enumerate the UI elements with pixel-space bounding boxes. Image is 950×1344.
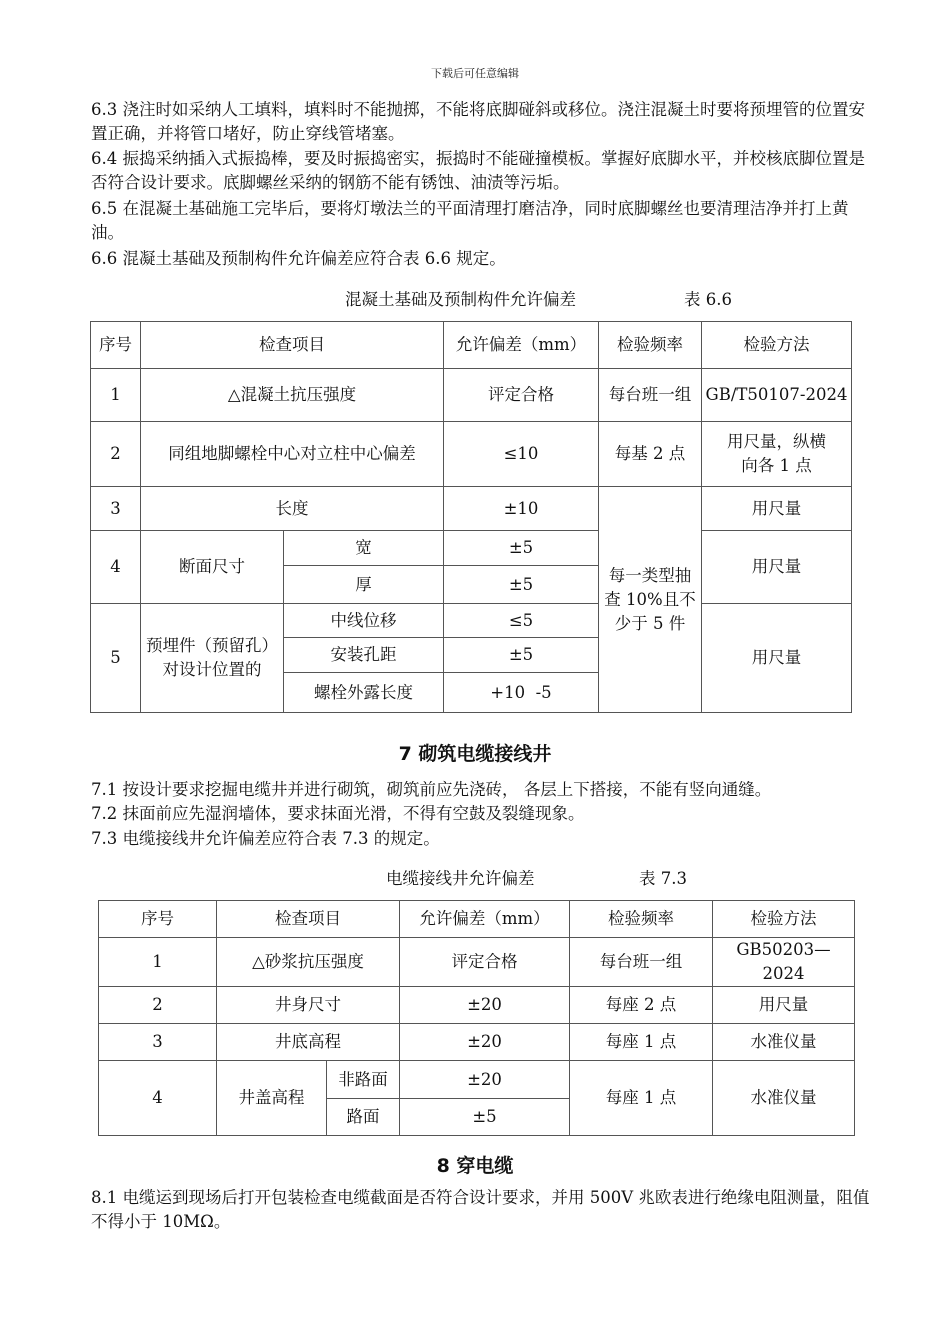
header-cell: 序号 xyxy=(99,901,217,938)
table-header-row xyxy=(99,901,855,938)
paragraph-6-5: 6.5 在混凝土基础施工完毕后，要将灯墩法兰的平面清理打磨洁净，同时底脚螺丝也要清理洁净并打上黄油。 xyxy=(91,199,849,242)
cell-subitem: 螺栓外露长度 xyxy=(284,673,444,713)
cell-subitem: 宽 xyxy=(284,531,444,566)
table-6-6-caption: 混凝土基础及预制构件允许偏差 xyxy=(345,290,576,309)
cell-tolerance: ±20 xyxy=(400,987,570,1024)
table-row xyxy=(91,531,852,566)
cell-tolerance: ±5 xyxy=(444,566,599,604)
paragraph-7-1: 7.1 按设计要求挖掘电缆井并进行砌筑，砌筑前应先浇砖， 各层上下搭接，不能有竖向通缝。 xyxy=(91,780,772,799)
cell-frequency: 每基 2 点 xyxy=(599,422,702,487)
cell-subitem: 路面 xyxy=(327,1099,400,1136)
cell-frequency: 每座 1 点 xyxy=(570,1024,713,1061)
cell-tolerance: +10 -5 xyxy=(444,673,599,713)
cell-tolerance: ≤5 xyxy=(444,604,599,638)
cell-tolerance: ±20 xyxy=(400,1024,570,1061)
cell-tolerance: ±10 xyxy=(444,487,599,531)
table-header-row xyxy=(91,322,852,369)
cell-tolerance: ±5 xyxy=(400,1099,570,1136)
table-7-3-caption: 电缆接线井允许偏差 xyxy=(386,869,535,888)
cell-tolerance: ≤10 xyxy=(444,422,599,487)
cell-frequency: 每台班一组 xyxy=(570,938,713,987)
table-row xyxy=(91,369,852,422)
cell-tolerance: ±5 xyxy=(444,638,599,673)
paragraph-7-3: 7.3 电缆接线井允许偏差应符合表 7.3 的规定。 xyxy=(91,829,440,848)
cell-method: 用尺量 xyxy=(702,487,852,531)
paragraph-8-1: 8.1 电缆运到现场后打开包装检查电缆截面是否符合设计要求，并用 500V 兆欧表进行绝缘电阻测量，阻值不得小于 10MΩ。 xyxy=(91,1188,870,1231)
cell-item: △混凝土抗压强度 xyxy=(141,369,444,422)
paragraph-6-6: 6.6 混凝土基础及预制构件允许偏差应符合表 6.6 规定。 xyxy=(91,249,506,268)
cell-tolerance: 评定合格 xyxy=(444,369,599,422)
cell-no: 5 xyxy=(91,604,141,713)
cell-no: 4 xyxy=(91,531,141,604)
cell-item: 井身尺寸 xyxy=(217,987,400,1024)
cell-frequency: 每座 2 点 xyxy=(570,987,713,1024)
cell-tolerance: 评定合格 xyxy=(400,938,570,987)
cell-item: 预埋件（预留孔）对设计位置的 xyxy=(141,604,284,713)
cell-subitem: 厚 xyxy=(284,566,444,604)
header-cell: 允许偏差（mm） xyxy=(444,322,599,369)
cell-item: △砂浆抗压强度 xyxy=(217,938,400,987)
cell-no: 3 xyxy=(91,487,141,531)
table-row xyxy=(99,938,855,987)
table-row xyxy=(91,422,852,487)
cell-subitem: 安装孔距 xyxy=(284,638,444,673)
cell-item: 井底高程 xyxy=(217,1024,400,1061)
cell-method: GB50203—2024 xyxy=(713,938,855,987)
cell-no: 1 xyxy=(99,938,217,987)
cell-frequency: 每座 1 点 xyxy=(570,1061,713,1136)
cell-no: 2 xyxy=(99,987,217,1024)
section-heading-7: 7 砌筑电缆接线井 xyxy=(398,743,552,765)
cell-frequency: 每台班一组 xyxy=(599,369,702,422)
header-cell: 检查项目 xyxy=(141,322,444,369)
cell-method: GB/T50107-2024 xyxy=(702,369,852,422)
cell-no: 4 xyxy=(99,1061,217,1136)
table-row xyxy=(99,987,855,1024)
table-7-3-label: 表 7.3 xyxy=(639,869,687,888)
table-row xyxy=(99,1024,855,1061)
cell-tolerance: ±5 xyxy=(444,531,599,566)
table-6-6-label: 表 6.6 xyxy=(684,290,732,309)
table-row xyxy=(99,1061,855,1099)
cell-method: 用尺量 xyxy=(713,987,855,1024)
header-cell: 检验频率 xyxy=(599,322,702,369)
table-row xyxy=(91,604,852,638)
paragraph-7-2: 7.2 抹面前应先湿润墙体，要求抹面光滑，不得有空鼓及裂缝现象。 xyxy=(91,804,585,823)
cell-no: 3 xyxy=(99,1024,217,1061)
cell-item: 长度 xyxy=(141,487,444,531)
cell-method: 用尺量，纵横向各 1 点 xyxy=(702,422,852,487)
header-cell: 检验方法 xyxy=(713,901,855,938)
header-cell: 检验频率 xyxy=(570,901,713,938)
header-cell: 序号 xyxy=(91,322,141,369)
cell-item: 同组地脚螺栓中心对立柱中心偏差 xyxy=(141,422,444,487)
page-header: 下载后可任意编辑 xyxy=(431,67,519,80)
cell-method: 水准仪量 xyxy=(713,1061,855,1136)
cell-method: 水准仪量 xyxy=(713,1024,855,1061)
paragraph-6-4: 6.4 振捣采纳插入式振捣棒，要及时振捣密实，振捣时不能碰撞模板。掌握好底脚水平，并校核底脚位置是否符合设计要求。底脚螺丝采纳的钢筋不能有锈蚀、油渍等污垢。 xyxy=(91,149,865,192)
table-7-3 xyxy=(98,900,855,1136)
paragraph-6-3: 6.3 浇注时如采纳人工填料，填料时不能抛掷，不能将底脚碰斜或移位。浇注混凝土时要将预埋管的位置安置正确，并将管口堵好，防止穿线管堵塞。 xyxy=(91,100,865,143)
cell-method: 用尺量 xyxy=(702,531,852,604)
header-cell: 检查项目 xyxy=(217,901,400,938)
header-cell: 检验方法 xyxy=(702,322,852,369)
cell-item: 断面尺寸 xyxy=(141,531,284,604)
header-cell: 允许偏差（mm） xyxy=(400,901,570,938)
cell-no: 1 xyxy=(91,369,141,422)
cell-tolerance: ±20 xyxy=(400,1061,570,1099)
cell-method: 用尺量 xyxy=(702,604,852,713)
cell-subitem: 中线位移 xyxy=(284,604,444,638)
cell-item: 井盖高程 xyxy=(217,1061,327,1136)
cell-subitem: 非路面 xyxy=(327,1061,400,1099)
table-row xyxy=(91,487,852,531)
cell-no: 2 xyxy=(91,422,141,487)
table-6-6 xyxy=(90,321,852,713)
section-heading-8: 8 穿电缆 xyxy=(436,1155,514,1177)
cell-frequency-shared: 每一类型抽查 10%且不少于 5 件 xyxy=(599,487,702,713)
